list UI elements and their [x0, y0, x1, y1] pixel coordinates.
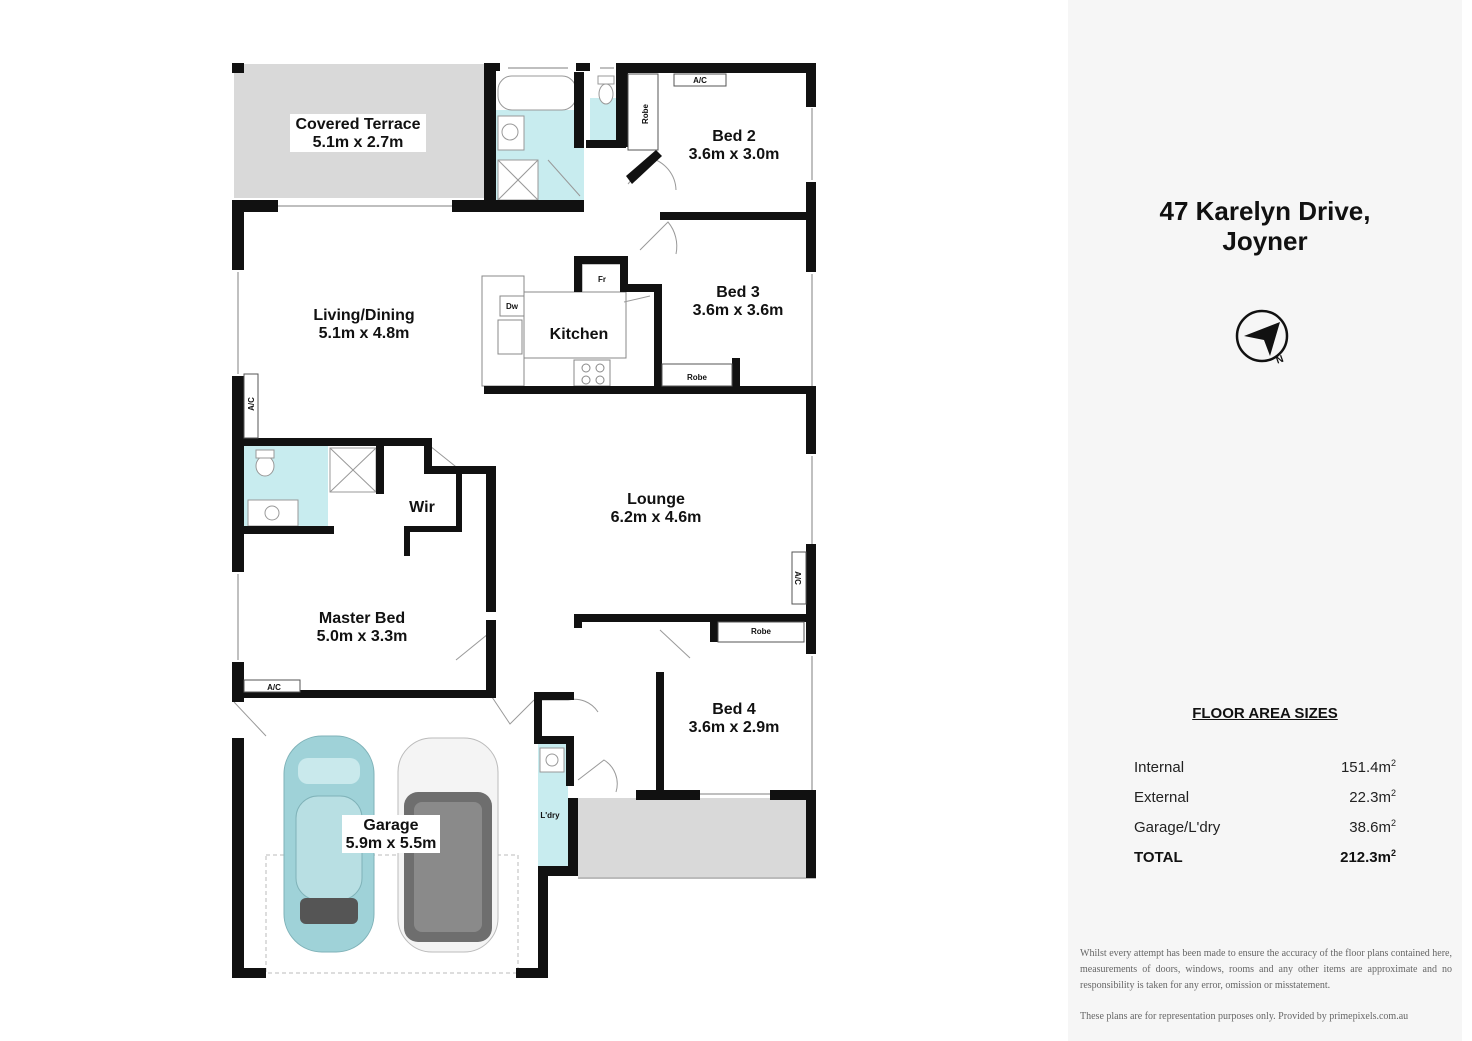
kitchen-island — [524, 292, 626, 358]
bed2-size: 3.6m x 3.0m — [688, 146, 780, 163]
kitchen-sink — [498, 320, 522, 354]
covered-terrace-name: Covered Terrace — [295, 116, 421, 133]
front-porch-area — [578, 798, 816, 878]
ac-label-living: A/C — [247, 397, 256, 411]
ac-label-lounge: A/C — [793, 571, 802, 585]
garage-size: 5.9m x 5.5m — [345, 835, 437, 852]
cooktop — [574, 360, 610, 386]
ac-label-master: A/C — [267, 683, 281, 692]
area-label: External — [1134, 789, 1190, 806]
robe-label-bed4: Robe — [751, 627, 771, 636]
robe-label-bed2: Robe — [641, 104, 650, 124]
garage-name: Garage — [363, 817, 419, 834]
bed3-size: 3.6m x 3.6m — [692, 302, 784, 319]
info-panel — [1068, 0, 1462, 1041]
compass-north-letter: N — [1274, 353, 1286, 367]
dishwasher-label: Dw — [506, 302, 518, 311]
area-value: $38.6m^2$ — [1349, 818, 1396, 836]
ensuite-toilet — [256, 456, 274, 476]
wir-name: Wir — [409, 499, 435, 516]
bed4-size: 3.6m x 2.9m — [688, 719, 780, 736]
bed3-name: Bed 3 — [716, 284, 760, 301]
disclaimer-text: Whilst every attempt has been made to ensure the accuracy of the floor plans contained here, measurements of doors, windows, rooms and any other items are approximate and no responsibility is taken for any error, omission or misstatement. — [1080, 948, 1452, 991]
area-value: $151.4m^2$ — [1340, 758, 1396, 776]
lounge-name: Lounge — [627, 491, 685, 508]
area-label: Internal — [1134, 759, 1185, 776]
total-label: TOTAL — [1134, 849, 1183, 866]
area-label: Garage/L'dry — [1134, 819, 1221, 836]
bathtub — [498, 76, 576, 110]
compass-icon — [1234, 308, 1294, 368]
master-bed-name: Master Bed — [318, 610, 406, 627]
bath-toilet — [599, 84, 613, 104]
total-value: $212.3m^2$ — [1340, 848, 1396, 866]
ac-label-bed2: A/C — [693, 76, 707, 85]
master-bed-size: 5.0m x 3.3m — [316, 628, 408, 645]
disclaimer-provider: These plans are for representation purposes only. Provided by primepixels.com.au — [1080, 1011, 1409, 1022]
address-line2: Joyner — [1222, 226, 1308, 256]
lounge-size: 6.2m x 4.6m — [610, 509, 702, 526]
bed4-name: Bed 4 — [712, 701, 756, 718]
bed2-name: Bed 2 — [712, 128, 756, 145]
living-dining-name: Living/Dining — [313, 307, 415, 324]
kitchen-name: Kitchen — [549, 326, 609, 343]
area-value: $22.3m^2$ — [1349, 788, 1396, 806]
floor-area-title: FLOOR AREA SIZES — [1192, 705, 1338, 722]
robe-label-bed3: Robe — [687, 373, 707, 382]
covered-terrace-size: 5.1m x 2.7m — [312, 134, 404, 151]
living-dining-size: 5.1m x 4.8m — [318, 325, 410, 342]
laundry-label: L'dry — [540, 811, 560, 820]
fridge-label: Fr — [598, 275, 606, 284]
address-line1: 47 Karelyn Drive, — [1159, 196, 1371, 226]
